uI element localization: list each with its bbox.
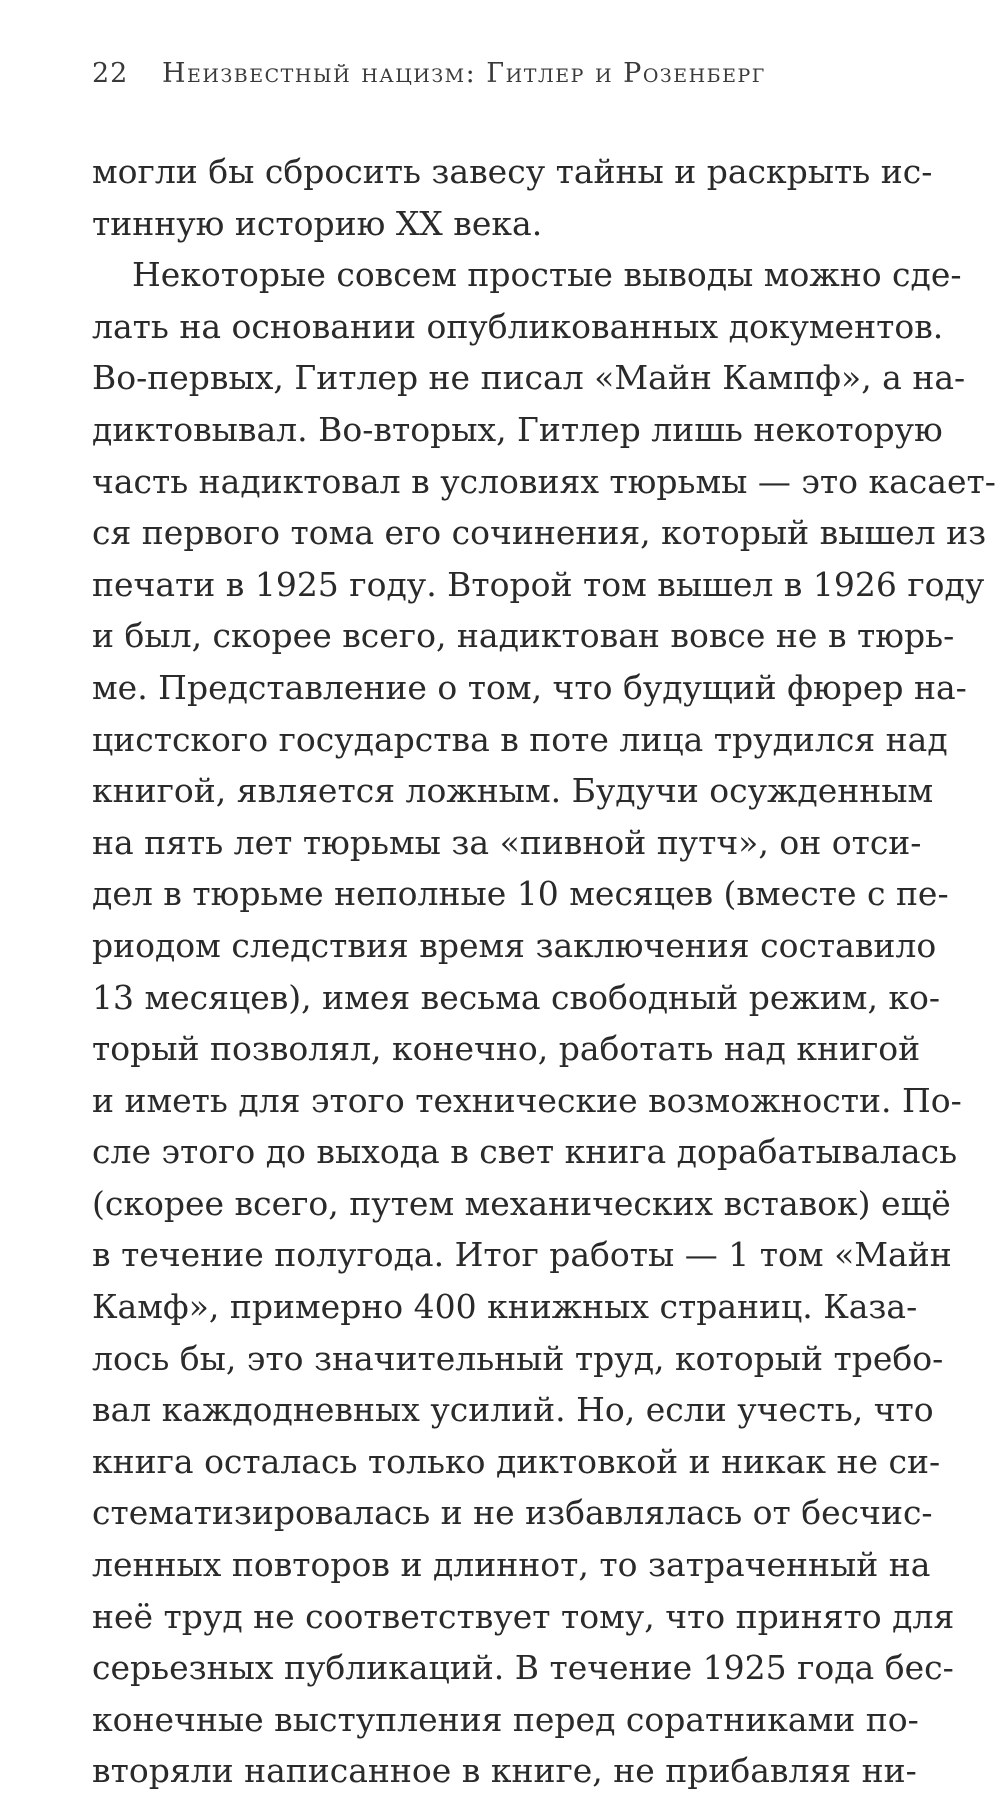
text-line: вторяли написанное в книге, не прибавляя ни-	[92, 1751, 917, 1791]
text-line: могли бы сбросить завесу тайны и раскрыть ис-	[92, 152, 933, 191]
text-line: дел в тюрьме неполные 10 месяцев (вместе с пе-	[92, 874, 949, 914]
text-line: ме. Представление о том, что будущий фюрер на-	[92, 667, 967, 707]
text-line: книга осталась только диктовкой и никак не си-	[92, 1441, 941, 1481]
text-line: вал каждодневных усилий. Но, если учесть, что	[92, 1390, 934, 1430]
text-line: печати в 1925 году. Второй том вышел в 1926 году	[92, 564, 985, 604]
text-line: Некоторые совсем простые выводы можно сде-	[132, 255, 962, 295]
text-line: на пять лет тюрьмы за «пивной путч», он отси-	[92, 822, 922, 862]
text-line: серьезных публикаций. В течение 1925 года бес-	[92, 1648, 954, 1688]
text-line: лось бы, это значительный труд, который требо-	[92, 1338, 944, 1378]
text-line: ся первого тома его сочинения, который вышел из	[92, 513, 987, 553]
running-head	[92, 58, 912, 89]
text-line: лать на основании опубликованных документов.	[92, 306, 944, 346]
text-line: стематизировалась и не избавлялась от бесчис-	[92, 1493, 933, 1533]
text-line: риодом следствия время заключения составило	[92, 925, 937, 965]
book-title: Неизвестный нацизм: Гитлер и Розенберг	[161, 58, 766, 89]
text-line: тинную историю XX века.	[92, 203, 543, 243]
text-line: 13 месяцев), имея весьма свободный режим, ко-	[92, 977, 941, 1017]
text-line: (скорее всего, путем механических вставок) ещё	[92, 1183, 951, 1223]
text-line: книгой, является ложным. Будучи осужденным	[92, 771, 934, 811]
text-line: цистского государства в поте лица трудился над	[92, 719, 948, 759]
text-line: часть надиктовал в условиях тюрьмы — это касает-	[92, 461, 996, 501]
text-line: и был, скорее всего, надиктован вовсе не в тюрь-	[92, 616, 955, 656]
text-line: в течение полугода. Итог работы — 1 том «Майн	[92, 1235, 952, 1275]
text-line: и иметь для этого технические возможности. По-	[92, 1080, 962, 1120]
text-line: торый позволял, конечно, работать над книгой	[92, 1029, 921, 1069]
text-line: неё труд не соответствует тому, что принято для	[92, 1596, 955, 1636]
text-line: Камф», примерно 400 книжных страниц. Каза-	[92, 1287, 918, 1327]
body-text	[92, 146, 996, 1797]
text-line: диктовывал. Во-вторых, Гитлер лишь некоторую	[92, 409, 943, 449]
text-line: Во-первых, Гитлер не писал «Майн Кампф», а на-	[92, 358, 966, 398]
text-line: сле этого до выхода в свет книга дорабатывалась	[92, 1132, 958, 1172]
page-number: 22	[92, 58, 129, 89]
text-line: конечные выступления перед соратниками по-	[92, 1699, 919, 1739]
text-line: ленных повторов и длиннот, то затраченный на	[92, 1545, 931, 1585]
